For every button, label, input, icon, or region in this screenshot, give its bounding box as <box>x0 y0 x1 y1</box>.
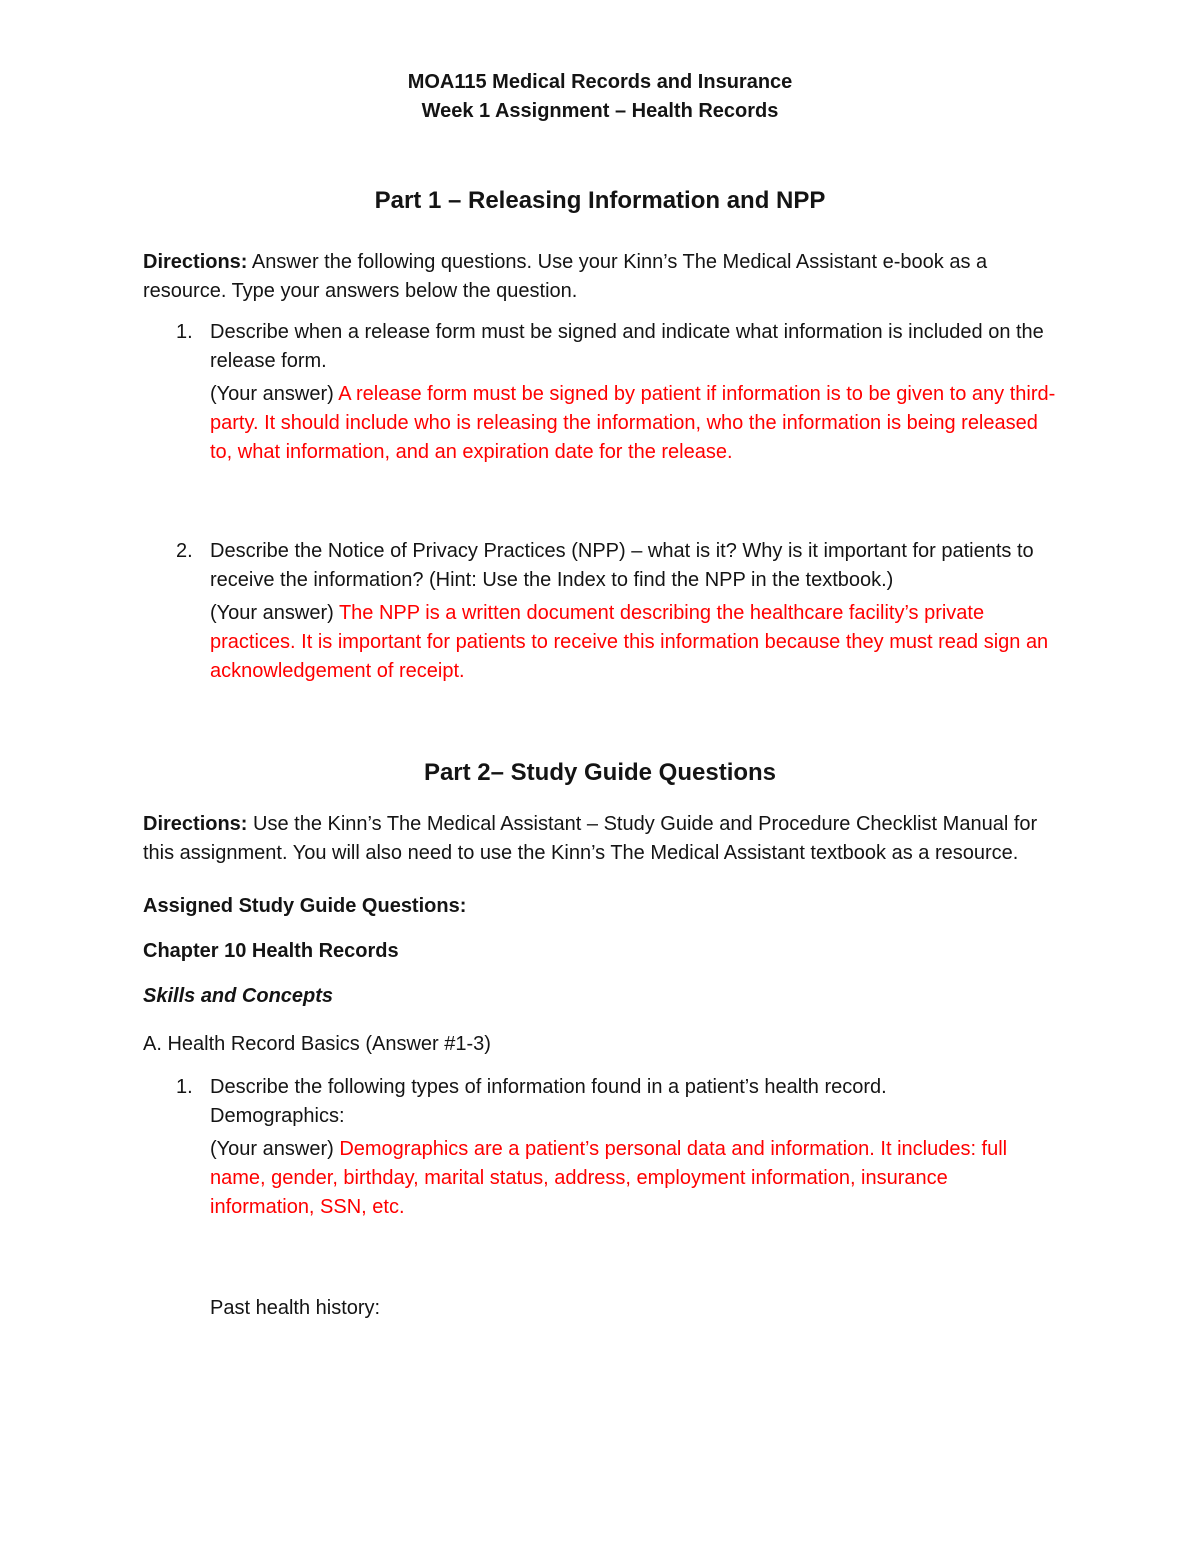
course-title: MOA115 Medical Records and Insurance <box>407 71 793 93</box>
part2-directions <box>143 810 1057 868</box>
assignment-title: Week 1 Assignment – Health Records <box>421 100 779 122</box>
part2-directions-text: Use the Kinn’s The Medical Assistant – Study Guide and Procedure Checklist Manual for this assignment. You will also need to use the Kinn’s The Medical Assistant textbook as a resource. <box>143 813 1038 864</box>
part1-title: Part 1 – Releasing Information and NPP <box>374 187 826 214</box>
part2-directions-label: Directions: <box>143 813 248 835</box>
your-answer-label: (Your answer) <box>210 383 334 405</box>
part2-question-1-number: 1. <box>176 1076 193 1098</box>
part2-answer-1-text: Demographics are a patient’s personal data and information. It includes: full name, gender, birthday, marital status, address, employment information, insurance information, SSN, etc. <box>210 1138 1008 1218</box>
section-a-heading: A. Health Record Basics (Answer #1-3) <box>143 1033 491 1055</box>
part1-question-2-body <box>210 537 1057 686</box>
part1-answer-1-text: A release form must be signed by patient if information is to be given to any third-party. It should include who is releasing the information, who the information is being released to, what information, and an expiration date for the release. <box>210 383 1056 463</box>
part1-question-1-text: Describe when a release form must be signed and indicate what information is included on the release form. <box>210 321 1044 372</box>
part1-question-1-body <box>210 318 1057 467</box>
part1-question-1-number: 1. <box>176 321 193 343</box>
skills-and-concepts-heading: Skills and Concepts <box>143 985 334 1007</box>
part2-question-1-text: Describe the following types of information found in a patient’s health record. <box>210 1076 887 1098</box>
part1-directions-label: Directions: <box>143 251 248 273</box>
part2-question-1-sublabel: Demographics: <box>210 1105 345 1127</box>
part1-question-2 <box>143 537 1057 686</box>
your-answer-label: (Your answer) <box>210 1138 334 1160</box>
part1-question-2-number: 2. <box>176 540 193 562</box>
part2-title: Part 2– Study Guide Questions <box>423 759 777 786</box>
part1-directions-text: Answer the following questions. Use your Kinn’s The Medical Assistant e-book as a resource. Type your answers below the question. <box>143 251 988 302</box>
part2-question-1 <box>143 1073 1057 1323</box>
your-answer-label: (Your answer) <box>210 602 334 624</box>
past-health-history-label: Past health history: <box>210 1297 381 1319</box>
part1-directions <box>143 248 1057 306</box>
chapter-heading: Chapter 10 Health Records <box>143 940 399 962</box>
part1-question-1 <box>143 318 1057 467</box>
document-header <box>143 68 1057 126</box>
part2-answer-1 <box>210 1135 1057 1222</box>
part1-answer-2 <box>210 599 1057 686</box>
part1-answer-1 <box>210 380 1057 467</box>
part2-question-1-body <box>210 1073 1057 1323</box>
part1-answer-2-text: The NPP is a written document describing the healthcare facility’s private practices. It is important for patients to receive this information because they must read sign an acknowledgement of receipt. <box>210 602 1049 682</box>
assigned-study-guide-heading: Assigned Study Guide Questions: <box>143 895 467 917</box>
part1-question-2-text: Describe the Notice of Privacy Practices (NPP) – what is it? Why is it important for patients to receive the information? (Hint: Use the Index to find the NPP in the textbook.) <box>210 540 1034 591</box>
